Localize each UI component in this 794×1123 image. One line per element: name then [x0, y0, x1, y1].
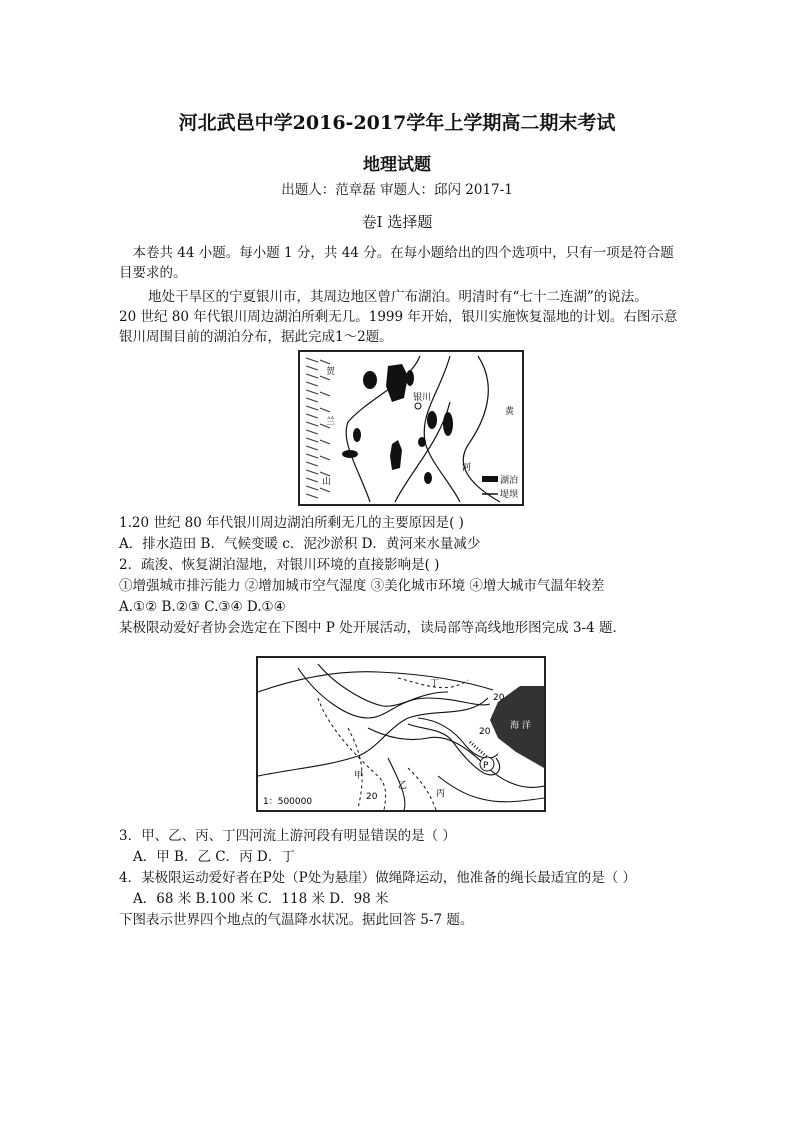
- label-shan: 山: [322, 477, 332, 487]
- question-2-statements: ①增强城市排污能力 ②增加城市空气湿度 ③美化城市环境 ④增大城市气温年较差: [119, 578, 605, 594]
- legend-dike-label: 堤坝: [500, 490, 519, 500]
- question-2-options: A.①② B.②③ C.③④ D.①④: [119, 599, 286, 615]
- contour-map: [256, 656, 546, 812]
- section-heading: 卷Ⅰ 选择题: [361, 213, 433, 231]
- label-yinchuan: 银川: [413, 393, 432, 403]
- label-huang: 黄: [505, 407, 515, 417]
- exam-authors: 出题人：范章磊 审题人：邱闪 2017-1: [281, 182, 513, 198]
- label-he: 贺: [326, 367, 336, 377]
- question-1-options: A．排水造田 B．气候变暖 c．泥沙淤积 D．黄河来水量减少: [119, 536, 481, 552]
- label-contour-20a: 20: [493, 693, 505, 703]
- label-p: P: [483, 761, 489, 771]
- question-3-options: A．甲 B．乙 C．丙 D．丁: [133, 849, 295, 865]
- label-sea: 海 洋: [510, 721, 531, 731]
- label-jia: 甲: [354, 771, 364, 781]
- label-lan: 兰: [326, 417, 336, 427]
- yinchuan-lake-map: [298, 350, 524, 506]
- exam-subtitle: 地理试题: [363, 155, 431, 175]
- question-4-options: A．68 米 B.100 米 C．118 米 D．98 米: [133, 891, 389, 907]
- intro-text: 本卷共 44 小题。每小题 1 分，共 44 分。在每小题给出的四个选项中，只有一项是符合题目要求的。: [119, 245, 674, 281]
- map-scale: 1：500000: [263, 797, 313, 807]
- question-4-stem: 4．某极限运动爱好者在P处（P处为悬崖）做绳降运动，他准备的绳长最适宜的是（ ）: [119, 870, 637, 886]
- label-bing: 丙: [436, 789, 446, 799]
- cliff-hatching: [470, 742, 488, 758]
- question-2-stem: 2．疏浚、恢复湖泊湿地，对银川环境的直接影响是( ): [119, 557, 440, 573]
- yinchuan-city-marker: [415, 403, 421, 409]
- label-yi: 乙: [398, 781, 408, 791]
- question-1-stem: 1.20 世纪 80 年代银川周边湖泊所剩无几的主要原因是( ): [119, 515, 464, 531]
- label-river: 河: [462, 463, 472, 473]
- passage2-text: 某极限动爱好者协会选定在下图中 P 处开展活动，读局部等高线地形图完成 3-4 题．: [119, 620, 626, 636]
- exam-title: 河北武邑中学2016-2017学年上学期高二期末考试: [178, 112, 616, 134]
- passage1-line3: 银川周围目前的湖泊分布，据此完成1～2题。: [119, 329, 393, 345]
- river-lines: [318, 678, 468, 810]
- legend-lake-label: 湖泊: [500, 476, 519, 486]
- passage1-line2: 20 世纪 80 年代银川周边湖泊所剩无几。1999 年开始，银川实施恢复湿地的计划。右图示意: [119, 309, 678, 325]
- label-contour-20b: 20: [479, 727, 491, 737]
- passage3-text: 下图表示世界四个地点的气温降水状况。据此回答 5-7 题。: [119, 912, 474, 928]
- lake-patches: [342, 364, 498, 484]
- question-3-stem: 3．甲、乙、丙、丁四河流上游河段有明显错误的是（ ）: [119, 828, 456, 844]
- label-ding: 丁: [430, 679, 440, 689]
- passage1-line1: 地处干旱区的宁夏银川市，其周边地区曾广布湖泊。明清时有“七十二连湖”的说法。: [148, 289, 648, 305]
- label-contour-20c: 20: [366, 792, 378, 802]
